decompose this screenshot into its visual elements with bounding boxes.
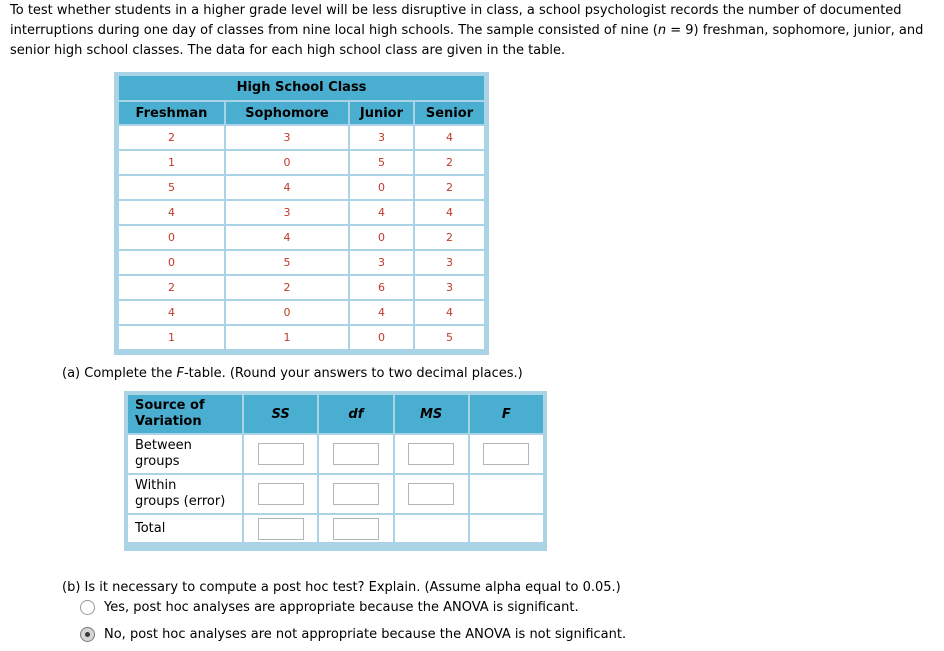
- table-cell: 0: [350, 226, 413, 249]
- table-cell: 2: [119, 126, 224, 149]
- f-header: F: [470, 395, 543, 433]
- table-row: [119, 201, 484, 224]
- within-groups-label: Within groups (error): [128, 475, 242, 513]
- data-table: [114, 72, 489, 355]
- total-ss-input[interactable]: [258, 518, 304, 540]
- data-table-caption: High School Class: [119, 76, 484, 100]
- column-header-sophomore: Sophomore: [226, 102, 348, 124]
- between-ss-input[interactable]: [258, 443, 304, 465]
- df-header: df: [319, 395, 392, 433]
- f-value-input[interactable]: [483, 443, 529, 465]
- part-a-prompt: (a) Complete the F-table. (Round your answers to two decimal places.): [62, 366, 523, 381]
- part-b-prompt: (b) Is it necessary to compute a post hoc test? Explain. (Assume alpha equal to 0.05.): [62, 580, 621, 595]
- table-cell: 4: [350, 301, 413, 324]
- table-cell: 1: [119, 326, 224, 349]
- table-cell: 2: [415, 151, 484, 174]
- table-row: [119, 126, 484, 149]
- between-df-input[interactable]: [333, 443, 379, 465]
- table-cell: 2: [415, 226, 484, 249]
- radio-label-yes: Yes, post hoc analyses are appropriate because the ANOVA is significant.: [104, 600, 579, 615]
- within-ss-input[interactable]: [258, 483, 304, 505]
- table-row: [119, 151, 484, 174]
- table-cell: 3: [350, 126, 413, 149]
- table-cell: 1: [119, 151, 224, 174]
- column-header-senior: Senior: [415, 102, 484, 124]
- problem-statement: To test whether students in a higher grade level will be less disruptive in class, a school psychologist records the number of documented interruptions during one day of classes from nine local high schools. The sample consisted of nine (n = 9) freshman, sophomore, junior, and senior high school classes. The data for each high school class are given in the table.: [10, 3, 924, 58]
- column-header-junior: Junior: [350, 102, 413, 124]
- table-cell: 4: [350, 201, 413, 224]
- empty-cell: [470, 515, 543, 542]
- table-row: [119, 301, 484, 324]
- table-cell: 0: [350, 176, 413, 199]
- table-row: [119, 326, 484, 349]
- table-cell: 4: [415, 126, 484, 149]
- within-df-input[interactable]: [333, 483, 379, 505]
- table-cell: 0: [226, 151, 348, 174]
- table-cell: 6: [350, 276, 413, 299]
- radio-option-no[interactable]: [80, 627, 626, 642]
- source-of-variation-header: Source of Variation: [128, 395, 242, 433]
- table-cell: 3: [226, 201, 348, 224]
- ss-header: SS: [244, 395, 317, 433]
- table-cell: 0: [226, 301, 348, 324]
- table-cell: 5: [350, 151, 413, 174]
- table-cell: 4: [415, 201, 484, 224]
- table-cell: 3: [226, 126, 348, 149]
- table-cell: 1: [226, 326, 348, 349]
- empty-cell: [470, 475, 543, 513]
- table-cell: 2: [226, 276, 348, 299]
- table-cell: 3: [350, 251, 413, 274]
- table-cell: 4: [119, 301, 224, 324]
- total-label: Total: [128, 515, 242, 542]
- ms-header: MS: [395, 395, 468, 433]
- total-df-input[interactable]: [333, 518, 379, 540]
- table-cell: 3: [415, 251, 484, 274]
- empty-cell: [395, 515, 468, 542]
- column-header-freshman: Freshman: [119, 102, 224, 124]
- table-row: [119, 276, 484, 299]
- f-table: [124, 391, 547, 551]
- between-ms-input[interactable]: [408, 443, 454, 465]
- table-cell: 2: [119, 276, 224, 299]
- between-groups-label: Between groups: [128, 435, 242, 473]
- table-row: [119, 176, 484, 199]
- table-cell: 4: [226, 226, 348, 249]
- table-cell: 4: [415, 301, 484, 324]
- table-cell: 0: [350, 326, 413, 349]
- radio-button-yes[interactable]: [80, 600, 95, 615]
- table-cell: 3: [415, 276, 484, 299]
- table-cell: 0: [119, 251, 224, 274]
- radio-option-yes[interactable]: [80, 600, 579, 615]
- radio-label-no: No, post hoc analyses are not appropriate because the ANOVA is not significant.: [104, 627, 627, 642]
- table-cell: 2: [415, 176, 484, 199]
- table-cell: 5: [226, 251, 348, 274]
- radio-button-no[interactable]: [80, 627, 95, 642]
- table-cell: 0: [119, 226, 224, 249]
- within-ms-input[interactable]: [408, 483, 454, 505]
- table-cell: 4: [226, 176, 348, 199]
- table-row: [119, 226, 484, 249]
- table-cell: 5: [119, 176, 224, 199]
- table-row: [119, 251, 484, 274]
- table-cell: 4: [119, 201, 224, 224]
- table-cell: 5: [415, 326, 484, 349]
